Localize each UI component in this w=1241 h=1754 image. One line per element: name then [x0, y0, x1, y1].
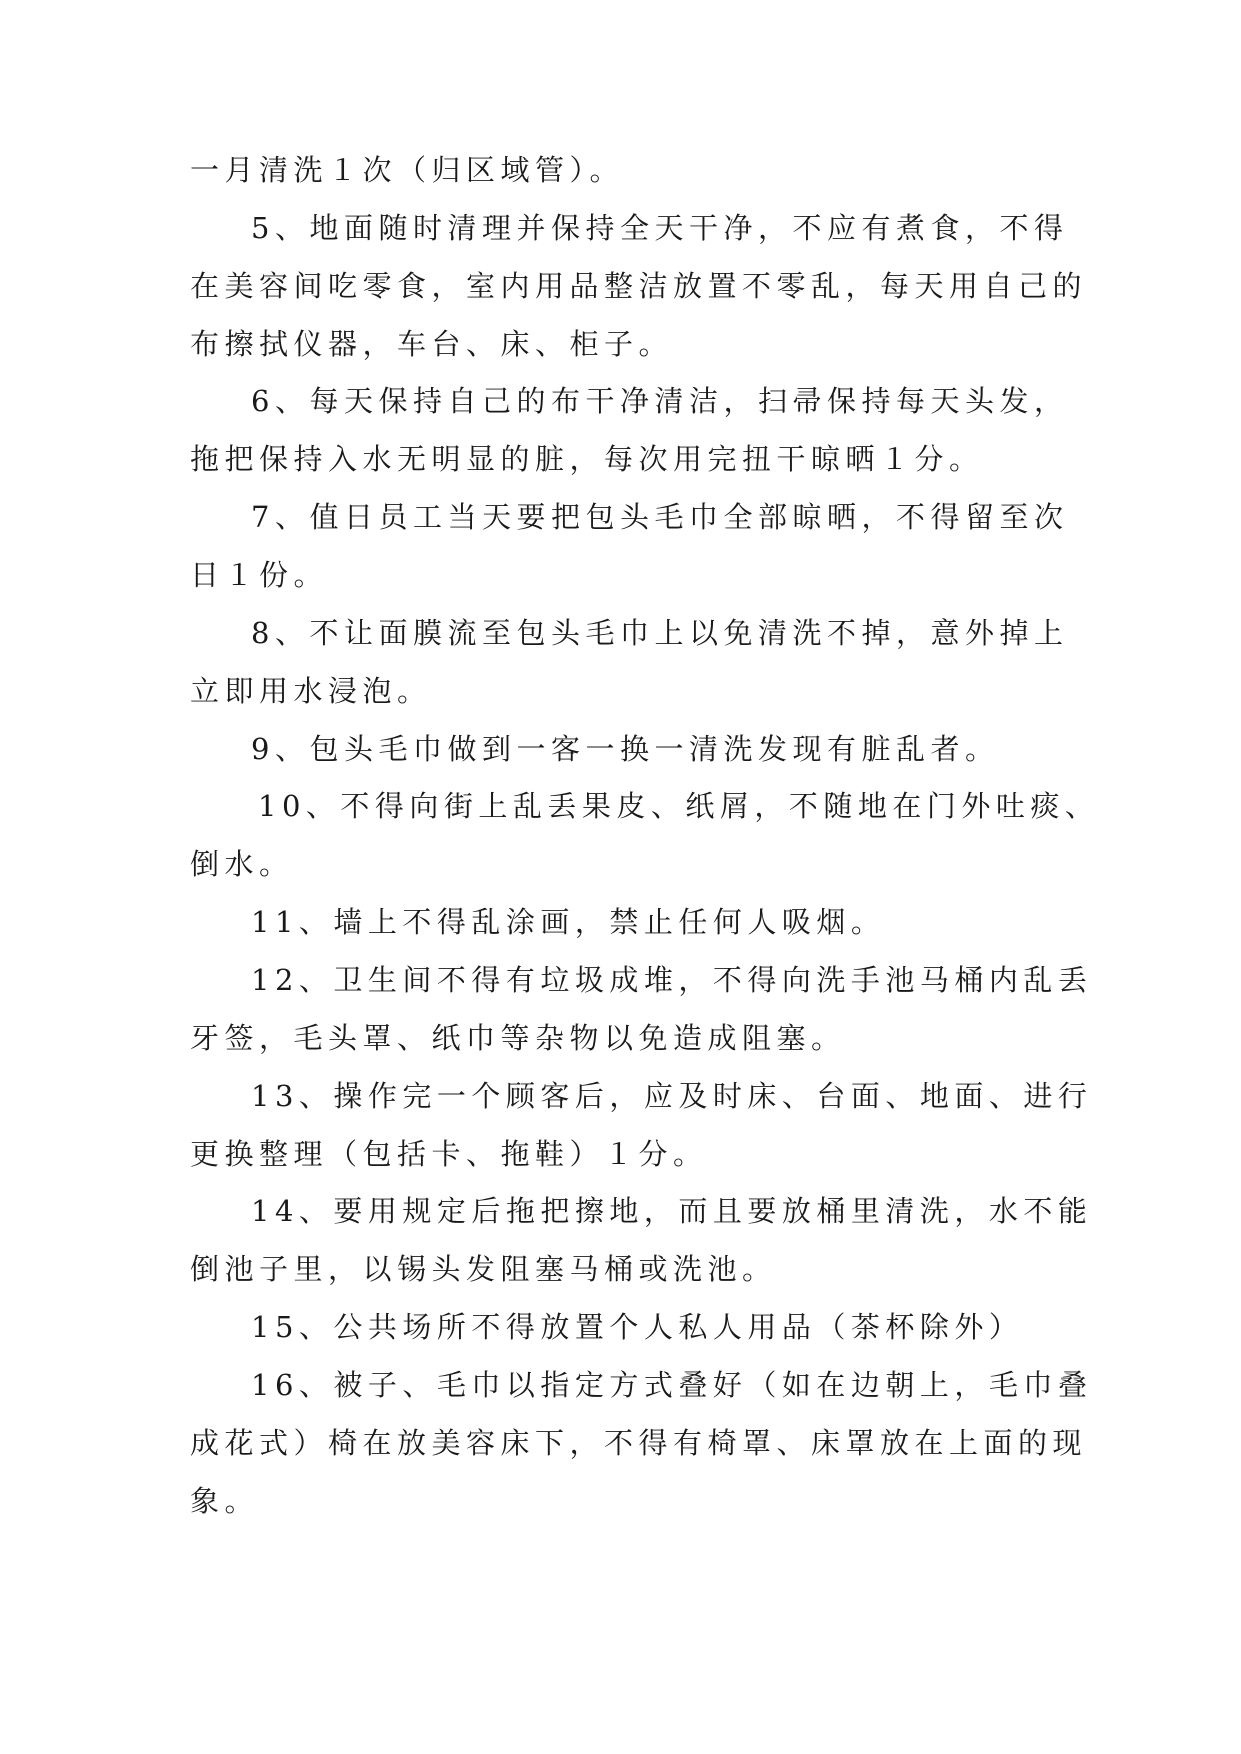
rule-14-line-1: 14、要用规定后拖把擦地，而且要放桶里清洗，水不能: [251, 1194, 1093, 1228]
rule-12-line-2: 牙签，毛头罩、纸巾等杂物以免造成阻塞。: [190, 1021, 846, 1055]
rule-7-line-2: 日１份。: [190, 558, 329, 592]
rule-7-line-1: 7、值日员工当天要把包头毛巾全部晾晒，不得留至次: [251, 500, 1069, 534]
rule-5-line-3: 布擦拭仪器，车台、床、柜子。: [190, 327, 674, 361]
rule-10-line-2: 倒水。: [190, 847, 294, 881]
rule-16-line-2: 成花式）椅在放美容床下，不得有椅罩、床罩放在上面的现: [190, 1426, 1088, 1460]
rule-16-line-1: 16、被子、毛巾以指定方式叠好（如在边朝上，毛巾叠: [251, 1368, 1093, 1402]
rule-10-line-1: 10、不得向街上乱丢果皮、纸屑，不随地在门外吐痰、: [258, 789, 1100, 823]
rule-8-line-2: 立即用水浸泡。: [190, 674, 432, 708]
text-line-continuation: 一月清洗１次（归区域管）。: [190, 153, 625, 187]
rule-14-line-2: 倒池子里，以锡头发阻塞马桶或洗池。: [190, 1252, 777, 1286]
rule-5-line-2: 在美容间吃零食，室内用品整洁放置不零乱，每天用自己的: [190, 269, 1088, 303]
rule-6-line-1: 6、每天保持自己的布干净清洁，扫帚保持每天头发，: [251, 384, 1069, 418]
rule-13-line-2: 更换整理（包括卡、拖鞋）１分。: [190, 1137, 708, 1171]
rule-12-line-1: 12、卫生间不得有垃圾成堆，不得向洗手池马桶内乱丢: [251, 963, 1093, 997]
rule-9-line-1: 9、包头毛巾做到一客一换一清洗发现有脏乱者。: [251, 732, 1000, 766]
rule-15-line-1: 15、公共场所不得放置个人私人用品（茶杯除外）: [251, 1310, 1024, 1344]
rule-6-line-2: 拖把保持入水无明显的脏，每次用完扭干晾晒１分。: [190, 442, 984, 476]
rule-11-line-1: 11、墙上不得乱涂画，禁止任何人吸烟。: [251, 905, 886, 939]
rule-16-line-3: 象。: [190, 1484, 260, 1518]
rule-8-line-1: 8、不让面膜流至包头毛巾上以免清洗不掉，意外掉上: [251, 616, 1069, 650]
rule-5-line-1: 5、地面随时清理并保持全天干净，不应有煮食，不得: [251, 211, 1069, 245]
rule-13-line-1: 13、操作完一个顾客后，应及时床、台面、地面、进行: [251, 1079, 1093, 1113]
